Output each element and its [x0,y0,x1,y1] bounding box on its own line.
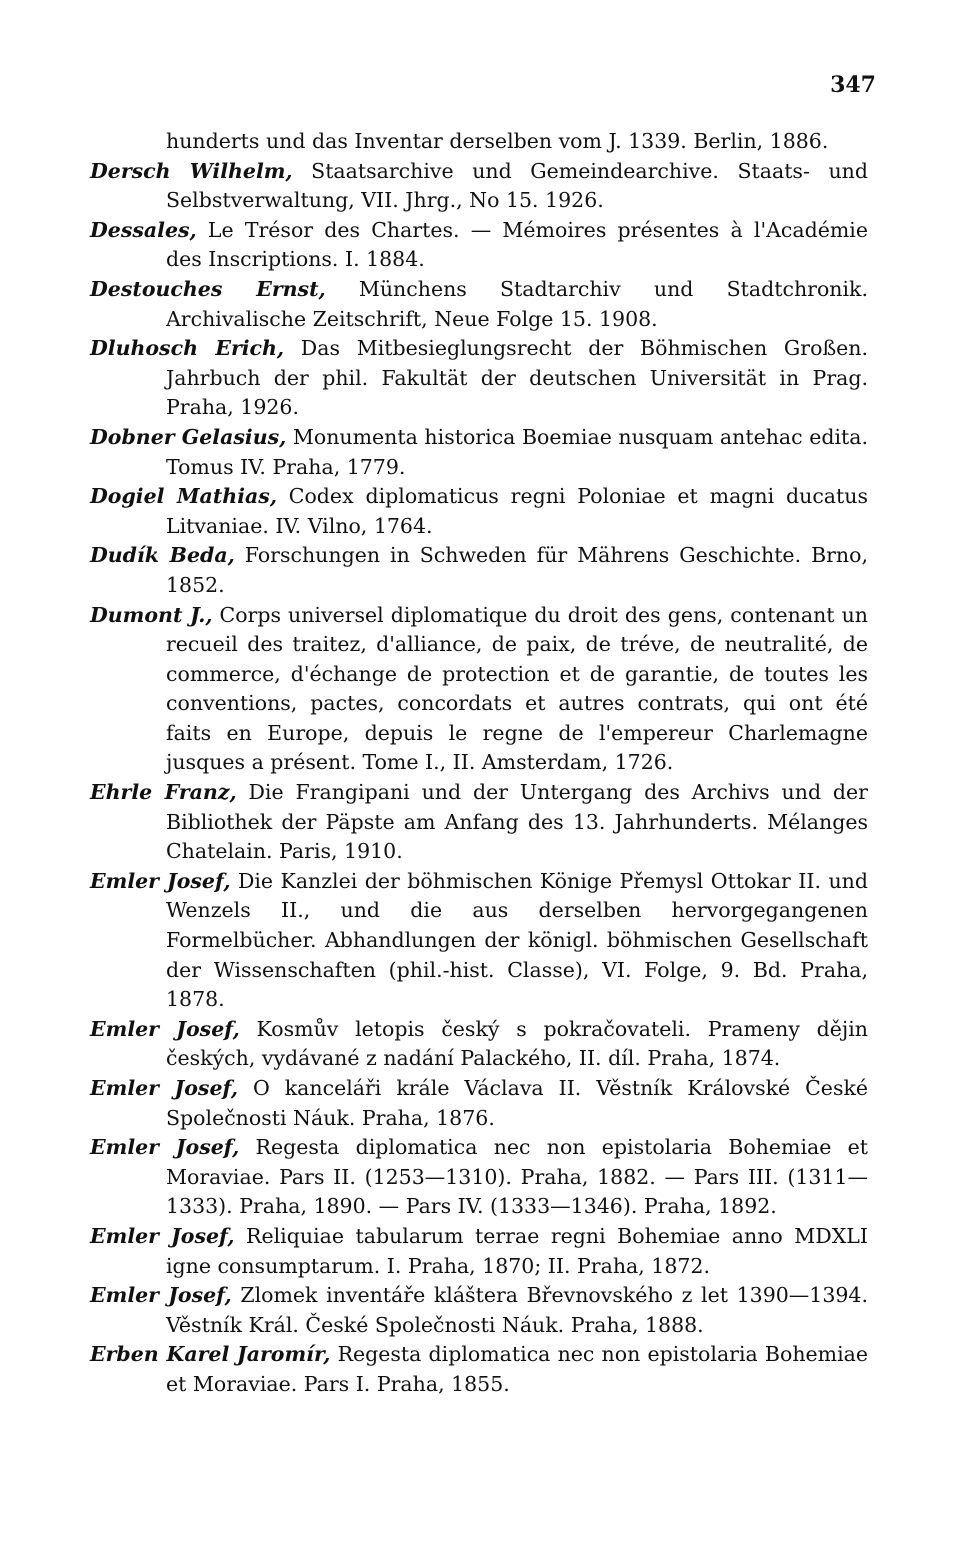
bibliography-entry [90,127,868,157]
entry-author: Dogiel Mathias, [90,484,277,509]
entry-text: Codex diplomaticus regni Poloniae et magni ducatus Litvaniae. IV. Vilno, 1764. [166,484,868,538]
entry-text: Regesta diplomatica nec non epistolaria Bohemiae et Moraviae. Pars II. (1253—1310). Praha, 1882. — Pars III. (1311—1333). Praha, 1890. — Pars IV. (1333—1346). Praha, 1892. [166,1135,868,1219]
entry-author: Ehrle Franz, [90,780,237,805]
entry-author: Destouches Ernst, [90,276,326,301]
bibliography-entry [90,867,868,1015]
entry-text: Le Trésor des Chartes. — Mémoires présentes à l'Académie des Inscriptions. I. 1884. [166,217,868,272]
entry-text: Das Mitbesieglungsrecht der Böhmischen Großen. Jahrbuch der phil. Fakultät der deutschen Universität in Prag. Praha, 1926. [166,336,868,420]
entry-author: Emler Josef, [90,1135,240,1160]
entry-author: Dudík Beda, [90,543,235,568]
bibliography-entry [90,1340,868,1399]
bibliography-entry [90,275,868,334]
bibliography-entry [90,1074,868,1133]
entry-author: Emler Josef, [90,1223,235,1248]
bibliography-entry [90,541,868,600]
entry-text: Die Kanzlei der böhmischen Könige Přemysl Ottokar II. und Wenzels II., und die aus derselben hervorgegangenen Formelbücher. Abhandlungen der königl. böhmischen Gesellschaft der Wissenschaften (phil.-hist. Classe), VI. Folge, 9. Bd. Praha, 1878. [166,868,868,1012]
entry-text: Die Frangipani und der Untergang des Archivs und der Bibliothek der Päpste am Anfang des 13. Jahrhunderts. Mélanges Chatelain. Paris, 1910. [166,780,868,864]
entry-text: hunderts und das Inventar derselben vom J. 1339. Berlin, 1886. [166,129,829,153]
entry-author: Emler Josef, [90,1016,240,1041]
entry-author: Dumont J., [90,602,213,627]
entry-author: Dluhosch Erich, [90,336,285,361]
bibliography-entry [90,601,868,779]
entry-text: Forschungen in Schweden für Mährens Geschichte. Brno, 1852. [166,543,868,597]
entry-author: Dobner Gelasius, [90,424,287,449]
bibliography-entry [90,778,868,867]
entry-text: Münchens Stadtarchiv und Stadtchronik. Archivalische Zeitschrift, Neue Folge 15. 1908. [166,276,868,331]
entry-author: Dersch Wilhelm, [90,158,293,183]
bibliography-entry [90,1222,868,1281]
entry-text: Zlomek inventáře kláštera Břevnovského z let 1390—1394. Věstník Král. České Společnosti Náuk. Praha, 1888. [166,1283,868,1337]
page-number: 347 [830,72,876,98]
bibliography-entry [90,1133,868,1222]
bibliography-entry [90,1015,868,1074]
bibliography-entry [90,1281,868,1340]
entry-text: Staatsarchive und Gemeindearchive. Staats- und Selbstverwaltung, VII. Jhrg., No 15. 1926. [166,158,868,213]
entry-author: Dessales, [90,217,197,242]
entry-text: Kosmův letopis český s pokračovateli. Prameny dějin českých, vydávané z nadání Palackého, II. díl. Praha, 1874. [166,1016,869,1071]
bibliography-entry [90,423,868,482]
entry-text: Monumenta historica Boemiae nusquam antehac edita. Tomus IV. Praha, 1779. [166,424,869,479]
entry-author: Emler Josef, [90,1076,239,1100]
entry-text: Reliquiae tabularum terrae regni Bohemiae anno MDXLI igne consumptarum. I. Praha, 1870; II. Praha, 1872. [166,1223,868,1278]
entry-author: Emler Josef, [90,1283,232,1308]
entry-text: O kanceláři krále Václava II. Věstník Královské České Společnosti Náuk. Praha, 1876. [166,1076,869,1130]
bibliography-entry [90,334,868,423]
bibliography-entry [90,216,868,275]
entry-author: Emler Josef, [90,868,231,893]
entry-author: Erben Karel Jaromír, [90,1342,331,1367]
entry-text: Corps universel diplomatique du droit des gens, contenant un recueil des traitez, d'alliance, de paix, de tréve, de neutralité, de commerce, d'échange de protection et de garantie, de toutes les conventions, pactes, concordats et autres contrats, qui ont été faits en Europe, depuis le regne de l'empereur Charlemagne jusques a présent. Tome I., II. Amsterdam, 1726. [166,602,868,775]
bibliography-entry [90,157,868,216]
entry-text: Regesta diplomatica nec non epistolaria Bohemiae et Moraviae. Pars I. Praha, 1855. [166,1342,869,1396]
bibliography-list [90,127,868,1400]
bibliography-entry [90,482,868,541]
